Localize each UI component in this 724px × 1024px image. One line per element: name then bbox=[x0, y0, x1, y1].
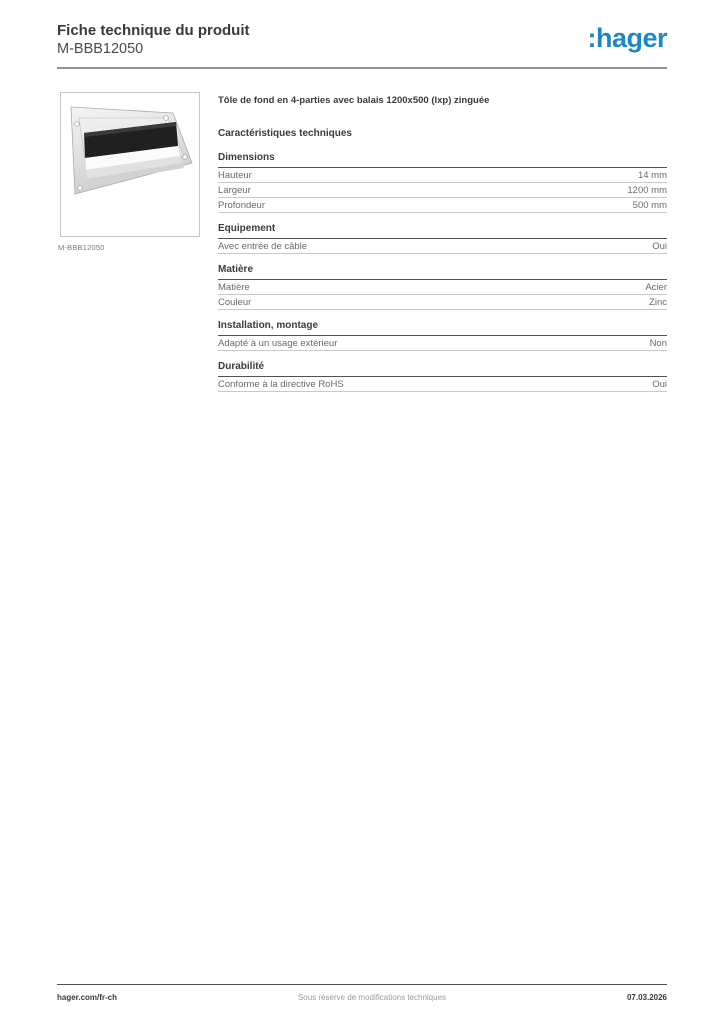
row-label: Profondeur bbox=[218, 199, 266, 211]
product-reference: M-BBB12050 bbox=[57, 41, 144, 57]
table-row bbox=[218, 168, 667, 183]
row-value: Acier bbox=[645, 281, 667, 293]
page-footer bbox=[57, 984, 667, 1002]
screw-hole-top-right bbox=[164, 116, 169, 121]
row-value: Non bbox=[649, 337, 667, 349]
page-title: Fiche technique du produit bbox=[57, 22, 250, 39]
header-titles bbox=[57, 21, 250, 58]
footer-disclaimer: Sous réserve de modifications techniques bbox=[297, 993, 447, 1002]
table-row bbox=[218, 183, 667, 198]
row-label: Conforme à la directive RoHS bbox=[218, 378, 344, 390]
section-equipement bbox=[218, 224, 667, 254]
screw-hole-top-left bbox=[75, 122, 80, 127]
row-value: Zinc bbox=[649, 296, 667, 308]
product-description: Tôle de fond en 4-parties avec balais 1200x500 (lxp) zinguée bbox=[218, 95, 490, 106]
section-title: Dimensions bbox=[218, 153, 667, 168]
footer-date: 07.03.2026 bbox=[626, 993, 667, 1002]
section-title: Equipement bbox=[218, 224, 667, 239]
row-value: Oui bbox=[652, 240, 667, 252]
section-dimensions bbox=[218, 153, 667, 213]
characteristics-title: Caractéristiques techniques bbox=[218, 128, 352, 139]
section-matiere bbox=[218, 265, 667, 310]
row-value: 500 mm bbox=[632, 199, 667, 211]
row-label: Avec entrée de câble bbox=[218, 240, 308, 252]
table-row bbox=[218, 280, 667, 295]
row-label: Matière bbox=[218, 281, 250, 293]
footer-divider bbox=[57, 984, 667, 985]
characteristics-content bbox=[218, 92, 667, 392]
row-value: 14 mm bbox=[637, 169, 667, 181]
product-image-caption: M-BBB12050 bbox=[58, 243, 105, 252]
header-divider bbox=[57, 67, 667, 69]
section-title: Matière bbox=[218, 265, 667, 280]
table-row bbox=[218, 377, 667, 392]
footer-row bbox=[57, 993, 667, 1002]
table-row bbox=[218, 336, 667, 351]
product-photo-brush-plate bbox=[61, 93, 199, 236]
table-row bbox=[218, 239, 667, 254]
section-durabilite bbox=[218, 362, 667, 392]
row-label: Adapté à un usage extérieur bbox=[218, 337, 338, 349]
page-header bbox=[57, 21, 667, 58]
screw-hole-bottom-left bbox=[78, 186, 83, 191]
product-image-frame bbox=[60, 92, 200, 237]
section-title: Durabilité bbox=[218, 362, 667, 377]
row-label: Hauteur bbox=[218, 169, 252, 181]
table-row bbox=[218, 295, 667, 310]
row-label: Largeur bbox=[218, 184, 251, 196]
section-installation-montage bbox=[218, 321, 667, 351]
section-title: Installation, montage bbox=[218, 321, 667, 336]
row-value: Oui bbox=[652, 378, 667, 390]
table-row bbox=[218, 198, 667, 213]
row-label: Couleur bbox=[218, 296, 252, 308]
screw-hole-bottom-right bbox=[183, 155, 188, 160]
row-value: 1200 mm bbox=[627, 184, 667, 196]
hager-logo: :hager bbox=[587, 23, 667, 53]
footer-website: hager.com/fr-ch bbox=[57, 993, 118, 1002]
